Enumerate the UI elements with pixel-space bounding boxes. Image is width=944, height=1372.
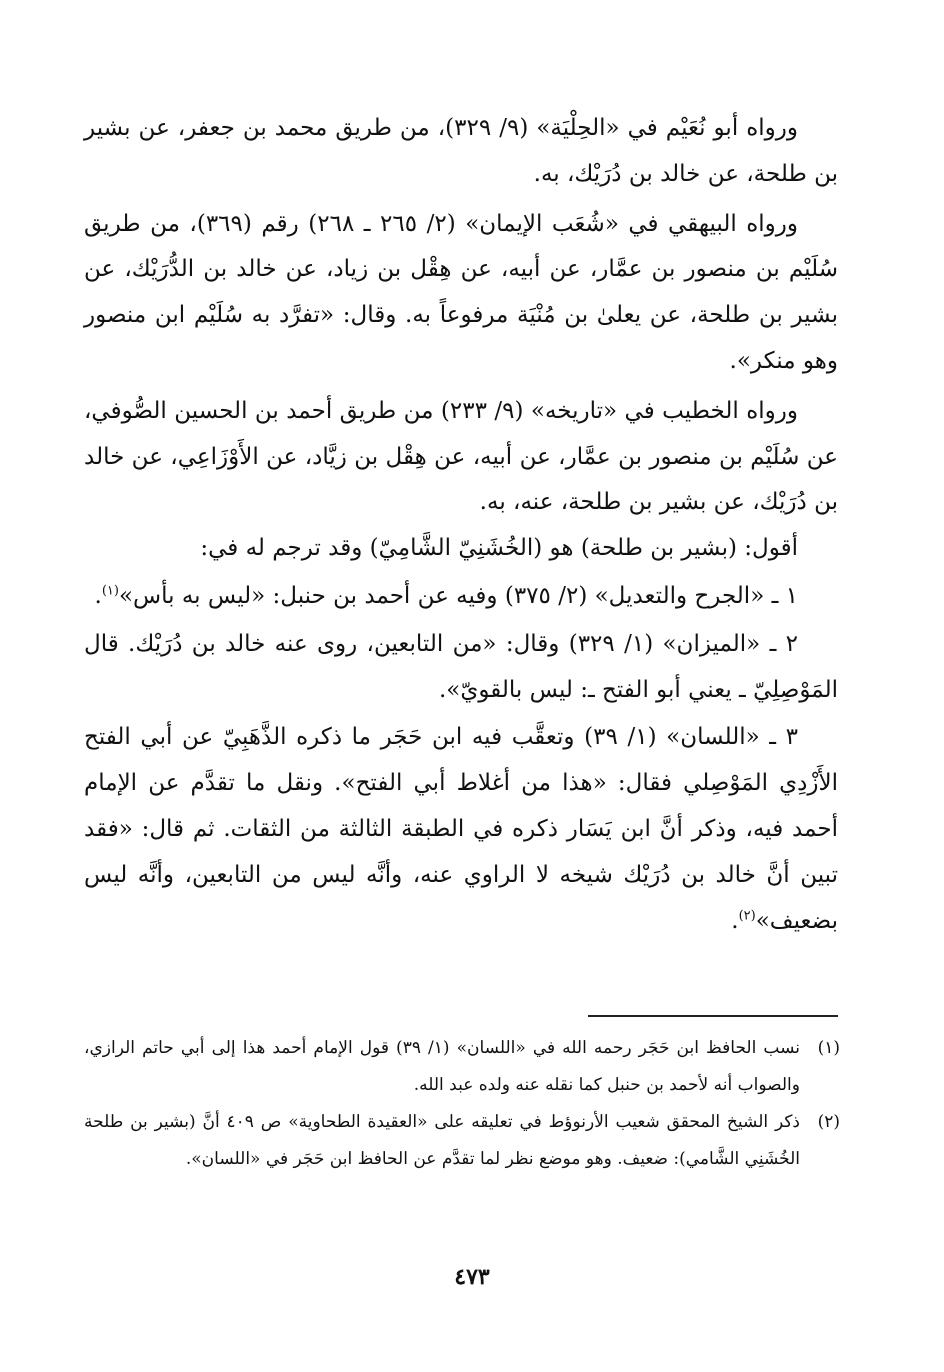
paragraph-text: ورواه أبو نُعَيْم في «الحِلْيَة» (٩/ ٣٢٩)، من طريق محمد بن جعفر، عن بشير بن طلحة، عن خالد بن دُرَيْك، به. [84,115,838,187]
paragraph-bayhaqi [84,202,838,385]
main-text [84,106,838,944]
paragraph-item-2 [84,622,838,714]
page-number: ٤٧٣ [454,1264,490,1290]
footnote-ref-2: (٢) [738,907,756,923]
paragraph-end: . [94,582,102,609]
footnote-number: (٢) [817,1112,840,1132]
paragraph-text: ٢ ـ «الميزان» (١/ ٣٢٩) وقال: «من التابعين، روى عنه خالد بن دُرَيْك. قال المَوْصِلِيّ ـ يعني أبو الفتح ـ: ليس بالقويّ». [84,630,838,703]
paragraph-item-3 [84,715,838,944]
footnote-number: (١) [817,1038,840,1058]
paragraph-text: ورواه الخطيب في «تاريخه» (٩/ ٢٣٣) من طريق أحمد بن الحسين الصُّوفي، عن سُلَيْم بن منصور بن عمَّار، عن أبيه، عن هِقْل بن زيَّاد، عن الأَوْزَاعِي، عن خالد بن دُرَيْك، عن بشير بن طلحة، عنه، به. [84,397,838,516]
footnote-text: نسب الحافظ ابن حَجَر رحمه الله في «اللسان» (١/ ٣٩) قول الإمام أحمد هذا إلى أبي حاتم الرازي، والصواب أنه لأحمد بن حنبل كما نقله عنه ولده عبد الله. [84,1038,800,1095]
paragraph-text: أقول: (بشير بن طلحة) هو (الخُشَنِيّ الشَّامِيّ) وقد ترجم له في: [200,535,798,562]
paragraph-abu-nuaym [84,106,838,198]
paragraph-text: ٣ ـ «اللسان» (١/ ٣٩) وتعقَّب فيه ابن حَجَر ما ذكره الذَّهَبِيّ عن أبي الفتح الأَزْدِي المَوْصِلي فقال: «هذا من أغلاط أبي الفتح». ونقل ما تقدَّم عن الإمام أحمد فيه، وذكر أنَّ ابن يَسَار ذكره في الطبقة الثالثة من الثقات. ثم قال: «فقد تبين أنَّ خالد بن دُرَيْك شيخه لا الراوي عنه، وأنَّه ليس من التابعين، وأنَّه ليس بضعيف» [84,724,838,934]
paragraph-text: ورواه البيهقي في «شُعَب الإيمان» (٢/ ٢٦٥ ـ ٢٦٨) رقم (٣٦٩)، من طريق سُلَيْم بن منصور بن عمَّار، عن أبيه، عن هِقْل بن زياد، عن خالد بن الدُّرَيْك، عن بشير بن طلحة، عن يعلىٰ بن مُنْيَة مرفوعاً به. وقال: «تفرَّد به سُلَيْم ابن منصور وهو منكر». [84,210,839,374]
footnote-text: ذكر الشيخ المحقق شعيب الأرنوؤط في تعليقه على «العقيدة الطحاوية» ص ٤٠٩ أنَّ (بشير بن طلحة الخُشَنِي الشَّامي): ضعيف. وهو موضع نظر لما تقدَّم عن الحافظ ابن حَجَر في «اللسان». [84,1112,800,1169]
footnote-2 [84,1104,840,1178]
footnote-1 [84,1030,840,1104]
paragraph-end: . [731,907,739,934]
footnote-separator [588,1015,838,1017]
paragraph-item-1 [84,574,838,620]
footnotes [84,1030,840,1178]
paragraph-text: ١ ـ «الجرح والتعديل» (٢/ ٣٧٥) وفيه عن أحمد بن حنبل: «ليس به بأس» [118,582,798,609]
footnote-ref-1: (١) [101,583,119,599]
paragraph-aqool [84,526,838,572]
paragraph-khatib [84,389,838,526]
